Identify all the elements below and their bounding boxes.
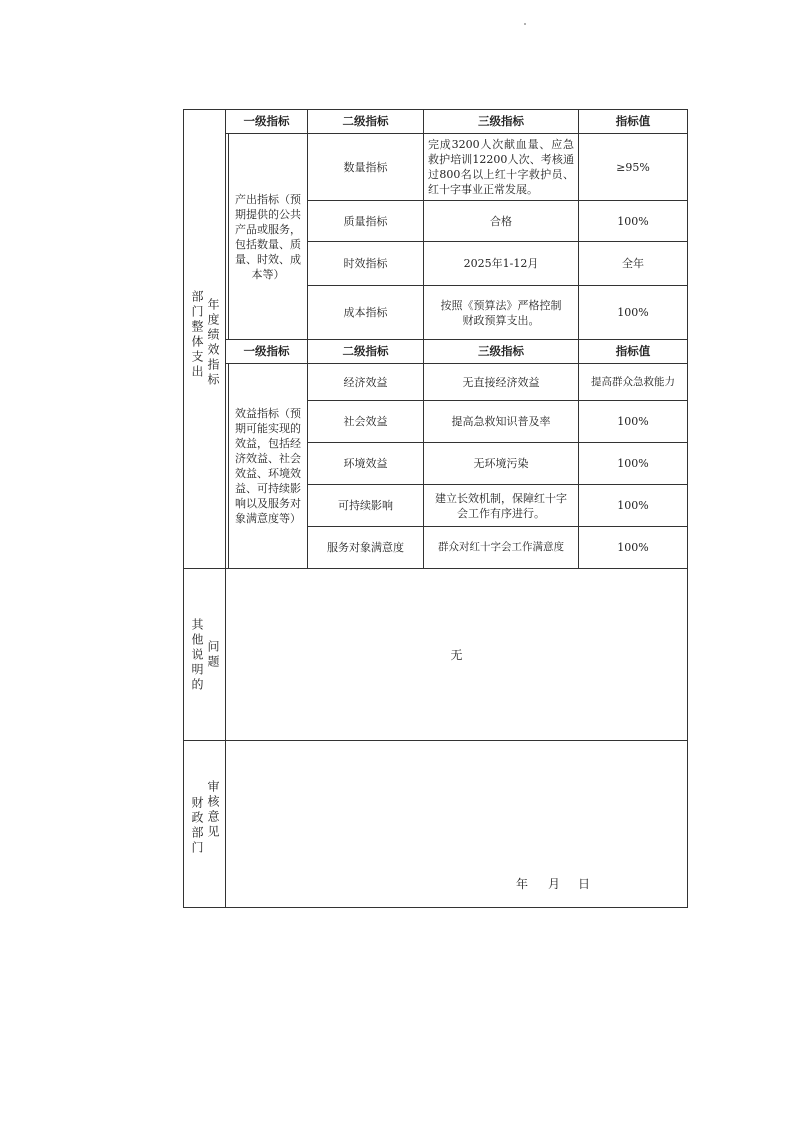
benefit-row-4-second: 可持续影响 [338,499,393,512]
output-row-4-value: 100% [617,306,649,319]
benefit-row-4-third: 建立长效机制，保障红十字会工作有序进行。 [435,491,567,520]
finance-review-content [226,741,687,861]
benefit-row-5-value: 100% [617,541,649,554]
output-row-4-third: 按照《预算法》严格控制财政预算支出。 [440,298,562,327]
other-notes-content: 无 [450,647,463,662]
frame-right [687,109,688,908]
benefit-row-1-third: 无直接经济效益 [462,375,540,389]
header1-first-level: 一级指标 [243,114,290,128]
frame-bottom [183,907,688,908]
output-row-3-second: 时效指标 [343,257,388,270]
output-row-1-value: ≥95% [616,160,650,174]
left-label-other-col2: 问题 [206,640,220,670]
benefit-row-1-second: 经济效益 [343,375,388,389]
header2-first-level: 一级指标 [243,344,290,358]
header1-second-level: 二级指标 [342,114,389,128]
header2-third-level: 三级指标 [478,344,524,358]
left-label-dept-col1: 部门整体支出 [190,290,204,380]
finance-review-month: 月 [547,876,560,891]
left-label-dept-col2: 年度绩效指标 [206,298,220,388]
output-row-2-value: 100% [617,214,649,228]
header2-value: 指标值 [615,344,651,358]
left-label-finance-col2: 审核意见 [206,780,220,840]
benefit-row-3-second: 环境效益 [343,457,388,470]
benefit-row-5-third: 群众对红十字会工作满意度 [438,541,564,553]
benefit-first-level: 效益指标（预期可能实现的效益，包括经济效益、社会效益、环境效益、可持续影响以及服务对象满意度等） [235,407,301,525]
benefit-row-3-third: 无环境污染 [473,457,529,470]
benefit-row-2-value: 100% [617,415,649,428]
header1-value: 指标值 [615,114,651,128]
frame-left [183,109,184,908]
output-row-4-second: 成本指标 [343,306,388,319]
output-row-2-second: 质量指标 [343,214,388,228]
finance-review-day: 日 [577,876,590,891]
benefit-row-1-value: 提高群众急救能力 [591,375,675,388]
benefit-row-4-value: 100% [617,499,649,512]
output-first-level: 产出指标（预期提供的公共产品或服务，包括数量、质量、时效、成本等） [235,192,301,281]
header2-second-level: 二级指标 [342,344,389,358]
header1-third-level: 三级指标 [478,114,524,128]
output-row-3-third: 2025年1-12月 [463,257,539,270]
output-row-1-second: 数量指标 [343,160,388,174]
output-row-3-value: 全年 [622,257,644,270]
finance-review-year: 年 [515,876,528,891]
output-row-1-third: 完成3200人次献血量、应急救护培训12200人次、考核通过800名以上红十字救护员、红十字事业正常发展。 [428,138,574,196]
benefit-row-2-third: 提高急救知识普及率 [451,415,551,428]
scan-speck [524,23,526,25]
left-label-other-col1: 其他说明的 [190,618,204,693]
left-label-finance-col1: 财政部门 [190,796,204,856]
benefit-row-2-second: 社会效益 [343,415,388,428]
h-table-bottom [183,568,688,569]
benefit-row-5-second: 服务对象满意度 [327,541,404,554]
benefit-row-3-value: 100% [617,457,649,470]
output-row-2-third: 合格 [490,214,512,228]
